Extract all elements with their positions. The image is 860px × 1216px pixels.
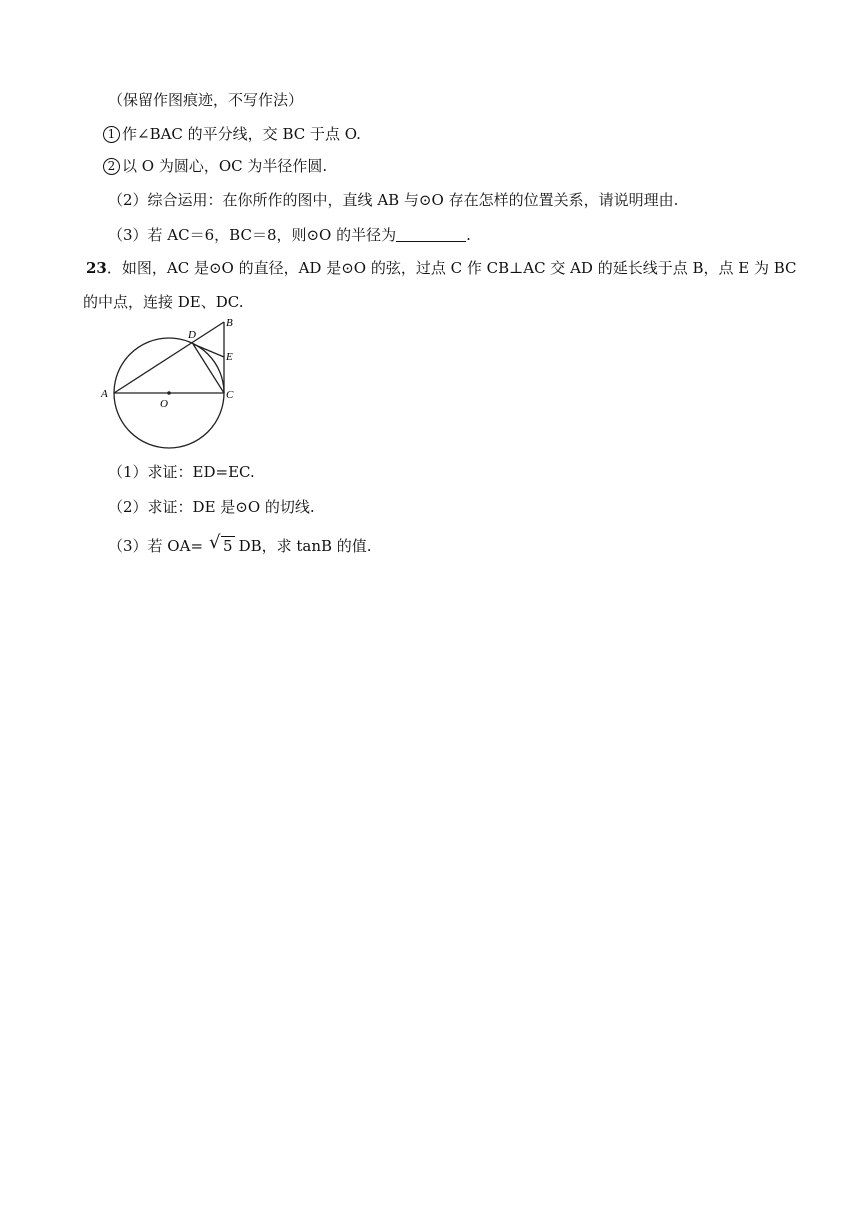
label-c: C xyxy=(226,389,234,401)
line-dc xyxy=(193,344,224,393)
problem-23-stem-line-1 xyxy=(86,258,797,278)
question-3 xyxy=(108,225,471,245)
construction-step-1 xyxy=(103,124,361,144)
line-ab xyxy=(114,322,224,393)
problem-23-part-3 xyxy=(108,532,372,556)
step-2-text: 以 O 为圆心，OC 为半径作圆. xyxy=(122,157,328,175)
problem-23-part-1: （1）求证：ED=EC. xyxy=(108,463,255,481)
radicand: 5 xyxy=(223,537,233,555)
label-e: E xyxy=(226,351,233,363)
radical-sign-icon: √ xyxy=(209,532,221,553)
label-b: B xyxy=(226,317,233,329)
problem-23-part-2: （2）求证：DE 是⊙O 的切线. xyxy=(108,498,315,516)
construction-note: （保留作图痕迹，不写作法） xyxy=(108,91,304,109)
circled-number-1: 1 xyxy=(103,126,120,143)
question-3-text: （3）若 AC＝6，BC＝8，则⊙O 的半径为 xyxy=(108,226,397,244)
part-3-text: （3）若 OA= xyxy=(108,537,204,555)
circled-number-2: 2 xyxy=(103,158,120,175)
part-3-end: DB，求 tanB 的值. xyxy=(238,537,372,555)
square-root xyxy=(209,532,235,556)
step-1-text: 作∠BAC 的平分线，交 BC 于点 O. xyxy=(122,125,361,143)
geometry-figure xyxy=(98,316,253,456)
label-o: O xyxy=(160,398,168,410)
construction-step-2 xyxy=(103,156,327,176)
question-3-end: . xyxy=(466,226,471,244)
center-point-o xyxy=(167,391,171,395)
label-a: A xyxy=(101,388,108,400)
problem-stem-text: ．如图，AC 是⊙O 的直径，AD 是⊙O 的弦，过点 C 作 CB⊥AC 交 AD 的延长线于点 B，点 E 为 BC xyxy=(106,259,797,277)
answer-blank[interactable] xyxy=(396,227,466,242)
problem-23-stem-line-2: 的中点，连接 DE、DC. xyxy=(83,293,244,311)
problem-number: 23 xyxy=(86,259,107,277)
question-2: （2）综合运用：在你所作的图中，直线 AB 与⊙O 存在怎样的位置关系，请说明理由. xyxy=(108,191,679,209)
label-d: D xyxy=(188,329,196,341)
